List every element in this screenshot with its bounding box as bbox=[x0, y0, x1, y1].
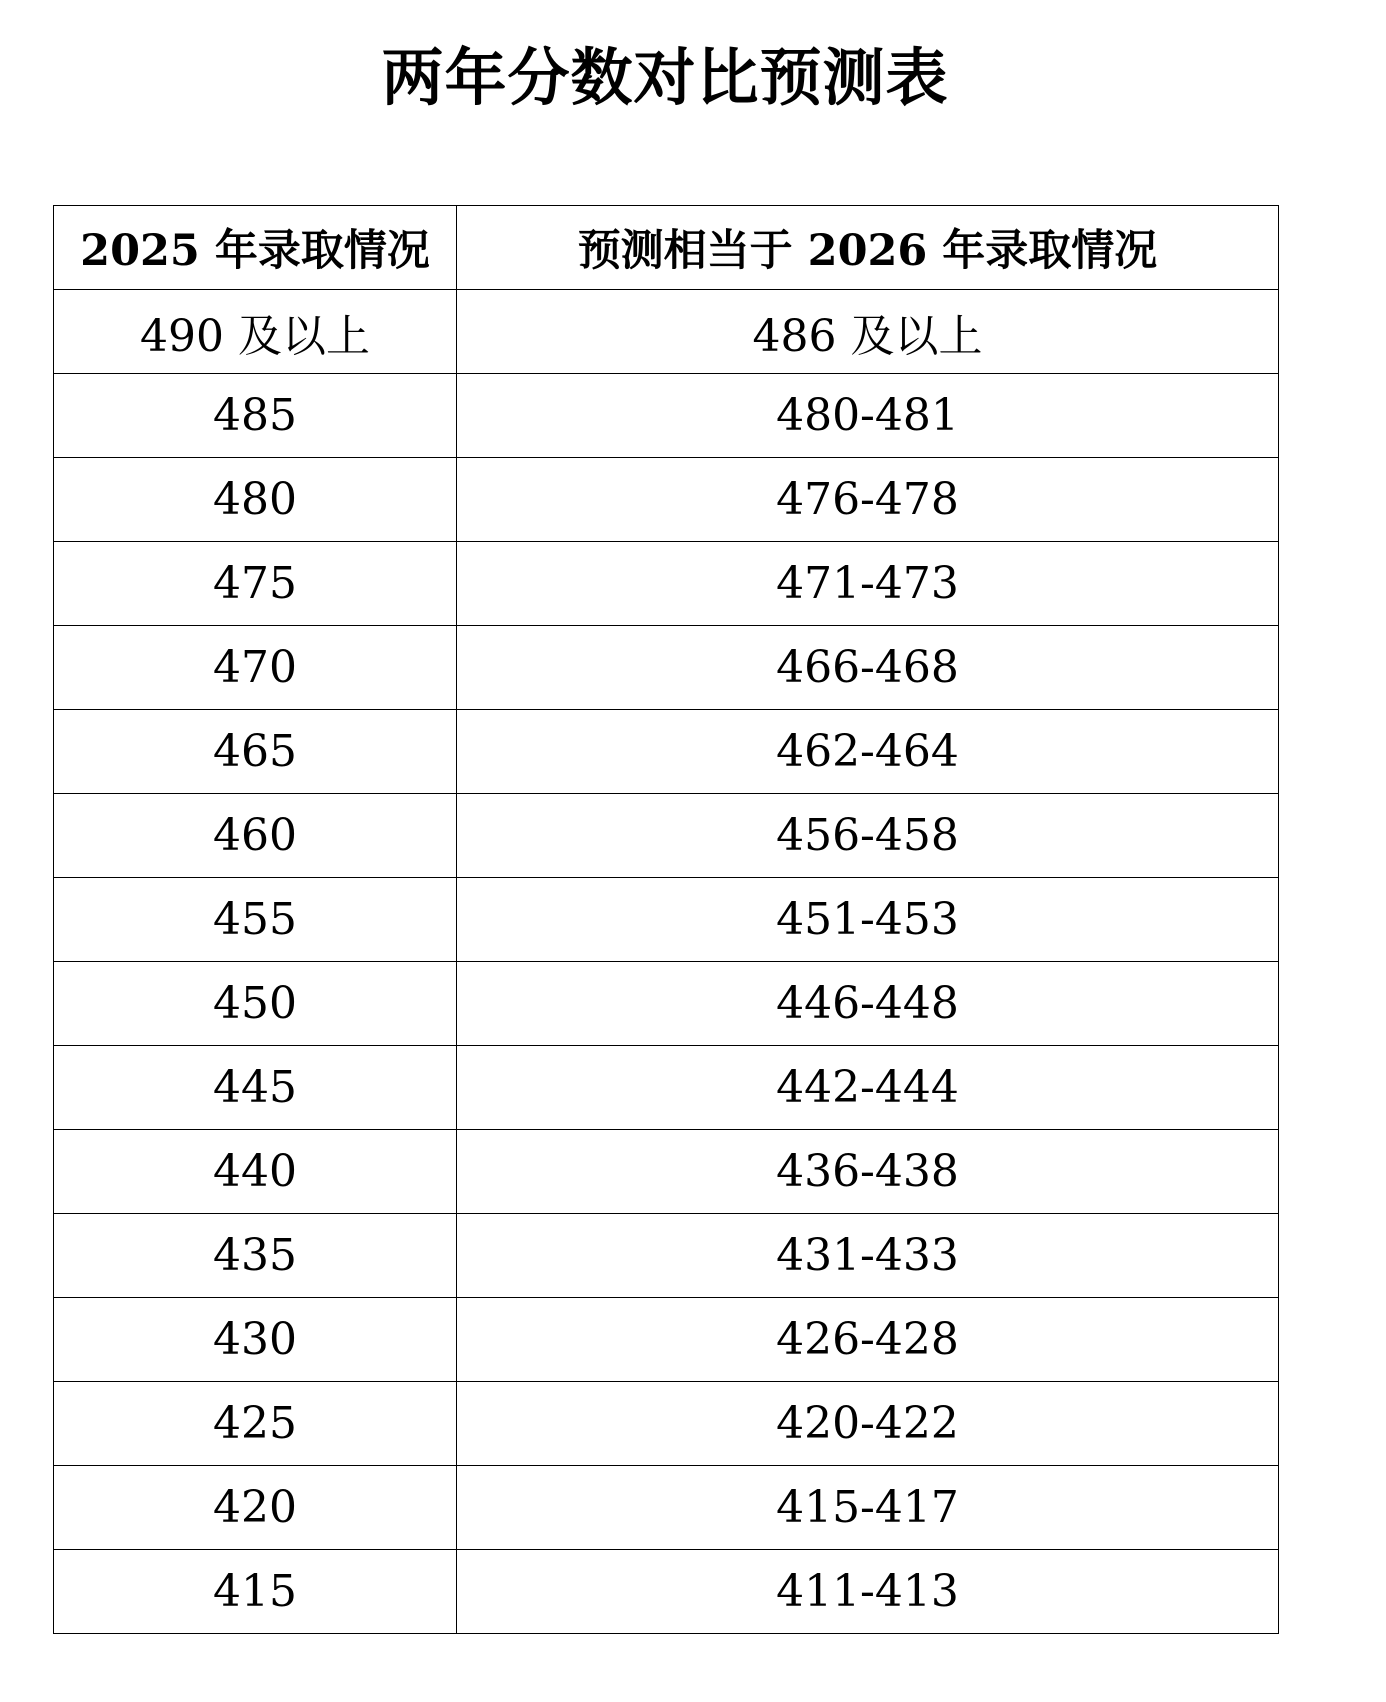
table-row bbox=[54, 1466, 1279, 1550]
score-2026-cell: 415-417 bbox=[457, 1466, 1279, 1550]
score-2025-cell: 425 bbox=[54, 1382, 457, 1466]
score-2026-cell: 426-428 bbox=[457, 1298, 1279, 1382]
score-2026-cell: 466-468 bbox=[457, 626, 1279, 710]
score-2025-cell: 465 bbox=[54, 710, 457, 794]
header-2025-admission: 2025 年录取情况 bbox=[54, 206, 457, 290]
score-2025-cell: 435 bbox=[54, 1214, 457, 1298]
score-2026-cell: 476-478 bbox=[457, 458, 1279, 542]
score-2025-cell: 450 bbox=[54, 962, 457, 1046]
table-row bbox=[54, 1550, 1279, 1634]
score-2025-cell: 445 bbox=[54, 1046, 457, 1130]
table-row bbox=[54, 1382, 1279, 1466]
score-2025-cell: 475 bbox=[54, 542, 457, 626]
table-row bbox=[54, 542, 1279, 626]
header-2026-predicted: 预测相当于 2026 年录取情况 bbox=[457, 206, 1279, 290]
score-2026-cell: 436-438 bbox=[457, 1130, 1279, 1214]
score-2025-cell: 440 bbox=[54, 1130, 457, 1214]
score-2026-cell: 462-464 bbox=[457, 710, 1279, 794]
score-2025-cell: 430 bbox=[54, 1298, 457, 1382]
score-2026-cell: 411-413 bbox=[457, 1550, 1279, 1634]
score-2026-cell: 420-422 bbox=[457, 1382, 1279, 1466]
table-row bbox=[54, 458, 1279, 542]
score-2025-cell: 415 bbox=[54, 1550, 457, 1634]
score-2026-cell: 480-481 bbox=[457, 374, 1279, 458]
score-2025-cell: 490 及以上 bbox=[54, 290, 457, 374]
score-2025-cell: 420 bbox=[54, 1466, 457, 1550]
score-2025-cell: 455 bbox=[54, 878, 457, 962]
table-row bbox=[54, 290, 1279, 374]
score-2026-cell: 446-448 bbox=[457, 962, 1279, 1046]
score-2025-cell: 480 bbox=[54, 458, 457, 542]
table-row bbox=[54, 1298, 1279, 1382]
score-2026-cell: 442-444 bbox=[457, 1046, 1279, 1130]
score-2025-cell: 470 bbox=[54, 626, 457, 710]
score-2026-cell: 486 及以上 bbox=[457, 290, 1279, 374]
table-row bbox=[54, 794, 1279, 878]
score-2025-cell: 485 bbox=[54, 374, 457, 458]
table-row bbox=[54, 710, 1279, 794]
score-2026-cell: 431-433 bbox=[457, 1214, 1279, 1298]
score-2026-cell: 471-473 bbox=[457, 542, 1279, 626]
page-title: 两年分数对比预测表 bbox=[381, 41, 949, 114]
score-2026-cell: 456-458 bbox=[457, 794, 1279, 878]
table-row bbox=[54, 626, 1279, 710]
score-comparison-table bbox=[53, 205, 1279, 1634]
table-row bbox=[54, 374, 1279, 458]
table-row bbox=[54, 1046, 1279, 1130]
table-row bbox=[54, 1130, 1279, 1214]
table-row bbox=[54, 1214, 1279, 1298]
score-2025-cell: 460 bbox=[54, 794, 457, 878]
table-header-row bbox=[54, 206, 1279, 290]
table-row bbox=[54, 878, 1279, 962]
table-row bbox=[54, 962, 1279, 1046]
score-2026-cell: 451-453 bbox=[457, 878, 1279, 962]
